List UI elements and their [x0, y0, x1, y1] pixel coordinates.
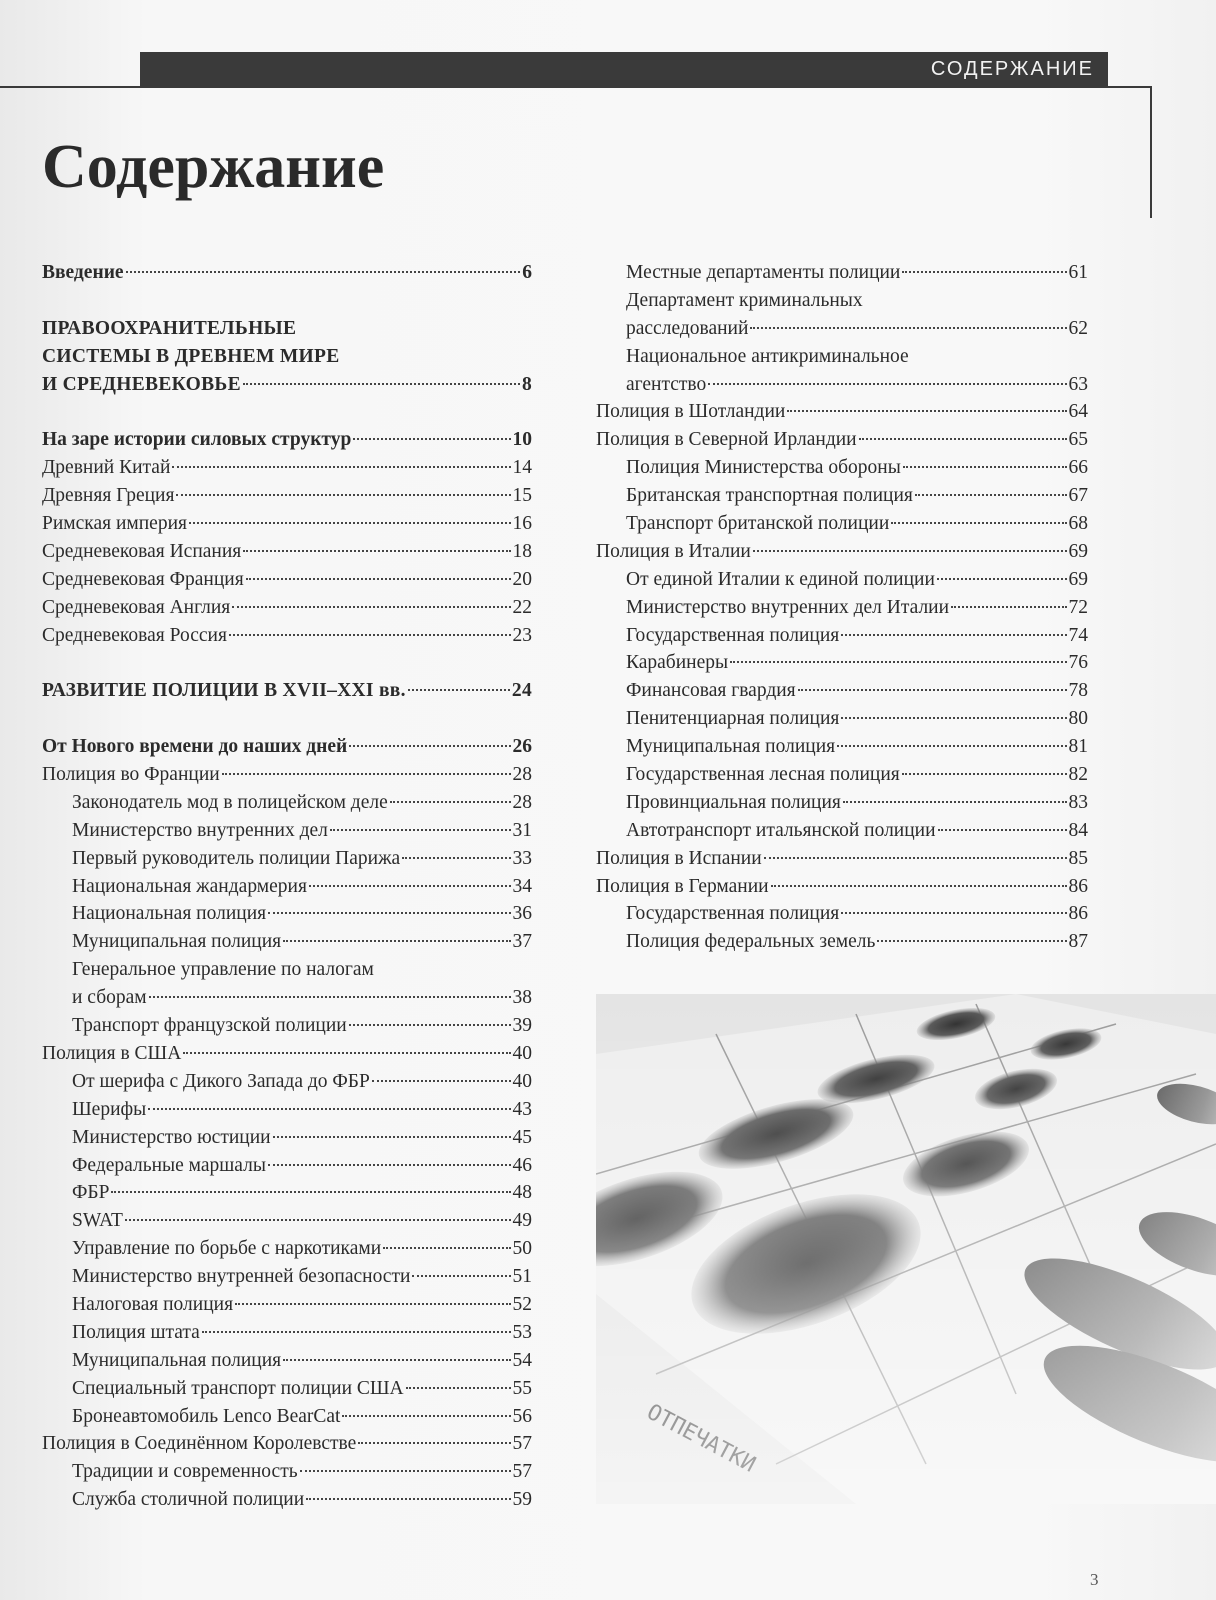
toc-entry [42, 1486, 532, 1514]
toc-entry-title: Финансовая гвардия [626, 680, 796, 702]
toc-entry-page: 24 [511, 680, 532, 702]
toc-entry-title: Шерифы [72, 1098, 147, 1120]
toc-entry-page: 61 [1068, 262, 1088, 283]
toc-entry [596, 426, 1088, 454]
toc-entry-title: Государственная полиция [626, 903, 840, 925]
toc-leader-dots [149, 996, 511, 998]
toc-entry [42, 845, 532, 873]
toc-leader-dots [126, 271, 521, 273]
toc-entry [42, 594, 532, 622]
fingerprint-photo-icon [596, 994, 1216, 1504]
toc-entry-title: Полиция штата [72, 1321, 200, 1343]
toc-entry-page: 49 [512, 1210, 532, 1232]
toc-entry-page: 87 [1068, 931, 1088, 953]
toc-leader-dots [383, 1247, 510, 1249]
toc-leader-dots [172, 466, 510, 468]
toc-entry-title: Древний Китай [42, 457, 171, 479]
toc-entry-title: Муниципальная полиция [72, 1349, 282, 1371]
toc-entry-title: СИСТЕМЫ В ДРЕВНЕМ МИРЕ [42, 345, 340, 367]
toc-leader-dots [283, 1359, 510, 1361]
toc-entry-title: Древняя Греция [42, 485, 175, 507]
toc-entry-title: Государственная лесная полиция [626, 764, 900, 786]
toc-entry-page: 63 [1068, 373, 1088, 395]
page-number: 3 [1090, 1570, 1099, 1589]
toc-entry-page: 52 [512, 1293, 532, 1315]
toc-entry-title: Пенитенциарная полиция [626, 708, 840, 730]
toc-entry [42, 315, 532, 343]
toc-entry-title: Традиции и современность [72, 1461, 298, 1483]
toc-entry [42, 259, 532, 287]
toc-entry-title: Карабинеры [626, 652, 729, 674]
toc-leader-dots [243, 550, 510, 552]
toc-entry-title: Полиция в США [42, 1042, 182, 1064]
toc-entry-page: 68 [1068, 513, 1088, 535]
toc-entry [596, 649, 1088, 677]
toc-entry [596, 622, 1088, 650]
toc-leader-dots [406, 1387, 511, 1389]
toc-entry-page: 14 [512, 457, 532, 479]
toc-entry [42, 789, 532, 817]
header-rule-horizontal [0, 86, 1152, 88]
toc-entry-page: 51 [512, 1266, 532, 1288]
toc-entry [596, 371, 1088, 399]
toc-entry-page: 86 [1068, 875, 1088, 897]
toc-entry-page: 64 [1068, 401, 1088, 423]
toc-entry-page: 69 [1068, 540, 1088, 562]
toc-entry [596, 259, 1088, 287]
toc-leader-dots [349, 1024, 511, 1026]
toc-entry-title: Местные департаменты полиции [626, 262, 901, 283]
toc-column-right [596, 259, 1088, 956]
toc-leader-dots [841, 717, 1066, 719]
toc-entry [596, 315, 1088, 343]
toc-leader-dots [902, 773, 1067, 775]
toc-entry [42, 1235, 532, 1263]
toc-entry-page: 26 [512, 736, 532, 758]
toc-entry [42, 1096, 532, 1124]
toc-entry-page: 86 [1068, 903, 1088, 925]
toc-leader-dots [837, 745, 1066, 747]
toc-entry [42, 1263, 532, 1291]
toc-leader-dots [750, 327, 1066, 329]
toc-entry [42, 984, 532, 1012]
toc-entry-page: 66 [1068, 457, 1088, 479]
toc-entry-title: Бронеавтомобиль Lenco BearCat [72, 1405, 341, 1427]
toc-leader-dots [859, 438, 1067, 440]
toc-entry-title: И СРЕДНЕВЕКОВЬЕ [42, 373, 241, 395]
toc-entry [42, 538, 532, 566]
toc-leader-dots [402, 857, 510, 859]
toc-entry-page: 37 [512, 931, 532, 953]
toc-column-left [42, 259, 532, 1514]
toc-entry-page: 10 [512, 429, 532, 451]
toc-entry-title: От единой Италии к единой полиции [626, 568, 935, 590]
toc-entry-title: Полиция во Франции [42, 764, 220, 786]
toc-leader-dots [764, 857, 1067, 859]
toc-leader-dots [268, 912, 510, 914]
toc-entry-page: 46 [512, 1154, 532, 1176]
toc-leader-dots [951, 606, 1066, 608]
toc-leader-dots [915, 494, 1067, 496]
toc-entry-page: 57 [512, 1433, 532, 1455]
toc-leader-dots [891, 522, 1066, 524]
toc-entry-page: 43 [512, 1098, 532, 1120]
toc-entry-title: Министерство внутренних дел [72, 819, 328, 841]
toc-entry [42, 371, 532, 399]
toc-entry [42, 1347, 532, 1375]
toc-entry-title: Полиция в Германии [596, 875, 769, 897]
toc-entry-title: Налоговая полиция [72, 1293, 234, 1315]
toc-entry [42, 622, 532, 650]
toc-leader-dots [730, 661, 1066, 663]
toc-leader-dots [111, 1191, 510, 1193]
toc-leader-dots [189, 522, 511, 524]
toc-entry-title: Римская империя [42, 513, 187, 535]
toc-entry-title: Муниципальная полиция [626, 736, 836, 758]
toc-entry-page: 39 [512, 1015, 532, 1037]
toc-entry-title: агентство [626, 373, 707, 395]
toc-entry-title: ПРАВООХРАНИТЕЛЬНЫЕ [42, 317, 297, 339]
toc-entry-title: Законодатель мод в полицейском деле [72, 791, 388, 813]
toc-entry-title: Средневековая Англия [42, 596, 231, 618]
toc-entry [596, 538, 1088, 566]
toc-leader-dots [202, 1331, 511, 1333]
toc-leader-dots [176, 494, 510, 496]
toc-entry-title: ФБР [72, 1182, 110, 1204]
toc-entry-title: Департамент криминальных [626, 289, 863, 311]
toc-leader-dots [787, 410, 1066, 412]
toc-leader-dots [798, 689, 1067, 691]
toc-entry-title: Транспорт британской полиции [626, 513, 890, 535]
toc-leader-dots [841, 912, 1066, 914]
toc-entry-title: Министерство юстиции [72, 1126, 271, 1148]
toc-entry-title: Средневековая Франция [42, 568, 244, 590]
toc-entry-title: Служба столичной полиции [72, 1489, 305, 1511]
page-title: Содержание [42, 133, 385, 201]
toc-entry-page: 23 [512, 624, 532, 646]
toc-entry-title: Специальный транспорт полиции США [72, 1377, 404, 1399]
toc-leader-dots [268, 1164, 511, 1166]
toc-leader-dots [372, 1080, 511, 1082]
toc-entry-title: Автотранспорт итальянской полиции [626, 819, 936, 841]
toc-leader-dots [243, 383, 520, 385]
toc-entry-page: 67 [1068, 485, 1088, 507]
toc-entry-title: Первый руководитель полиции Парижа [72, 847, 401, 869]
toc-entry-title: Федеральные маршалы [72, 1154, 266, 1176]
toc-entry-page: 16 [512, 513, 532, 535]
toc-entry-page: 50 [512, 1238, 532, 1260]
toc-entry [42, 566, 532, 594]
toc-entry-page: 22 [512, 596, 532, 618]
toc-entry-page: 28 [512, 764, 532, 786]
toc-entry [42, 510, 532, 538]
toc-leader-dots [148, 1108, 510, 1110]
toc-entry-title: Полиция в Шотландии [596, 401, 786, 423]
toc-entry-title: Национальная жандармерия [72, 875, 307, 897]
toc-entry [42, 1291, 532, 1319]
toc-entry-page: 81 [1068, 736, 1088, 758]
toc-entry [42, 454, 532, 482]
toc-entry [42, 956, 532, 984]
toc-leader-dots [246, 578, 511, 580]
toc-leader-dots [222, 773, 511, 775]
toc-leader-dots [353, 438, 510, 440]
toc-entry [596, 677, 1088, 705]
toc-leader-dots [412, 1275, 510, 1277]
toc-entry-page: 54 [512, 1349, 532, 1371]
toc-entry [42, 482, 532, 510]
toc-entry-page: 15 [512, 485, 532, 507]
toc-entry-page: 78 [1068, 680, 1088, 702]
toc-entry-title: Полиция в Испании [596, 847, 762, 869]
toc-entry [42, 1458, 532, 1486]
toc-entry-title: Полиция федеральных земель [626, 931, 876, 953]
toc-entry [42, 343, 532, 371]
toc-leader-dots [903, 466, 1067, 468]
toc-entry-title: Генеральное управление по налогам [72, 959, 374, 981]
toc-entry [42, 733, 532, 761]
toc-entry-title: От шерифа с Дикого Запада до ФБР [72, 1070, 370, 1092]
toc-entry-title: От Нового времени до наших дней [42, 736, 348, 758]
toc-entry-title: Средневековая Испания [42, 540, 242, 562]
toc-leader-dots [938, 829, 1067, 831]
toc-entry-title: Министерство внутренних дел Италии [626, 596, 950, 618]
toc-leader-dots [330, 829, 511, 831]
toc-leader-dots [306, 1498, 510, 1500]
toc-entry-page: 55 [512, 1377, 532, 1399]
toc-entry-page: 48 [512, 1182, 532, 1204]
toc-entry [596, 761, 1088, 789]
toc-entry [596, 566, 1088, 594]
toc-entry-title: Национальное антикриминальное [626, 345, 909, 367]
toc-leader-dots [342, 1415, 510, 1417]
toc-entry-page: 38 [512, 987, 532, 1009]
toc-leader-dots [349, 745, 510, 747]
toc-leader-dots [843, 801, 1067, 803]
toc-entry-page: 31 [512, 819, 532, 841]
toc-entry-title: Государственная полиция [626, 624, 840, 646]
toc-entry-title: Полиция в Италии [596, 540, 751, 562]
toc-leader-dots [771, 885, 1067, 887]
toc-entry-page: 40 [512, 1070, 532, 1092]
toc-entry [42, 761, 532, 789]
toc-entry-page: 40 [512, 1042, 532, 1064]
toc-entry-page: 59 [512, 1489, 532, 1511]
toc-entry [596, 928, 1088, 956]
toc-entry [42, 817, 532, 845]
toc-leader-dots [902, 271, 1066, 273]
toc-entry-page: 84 [1068, 819, 1088, 841]
toc-entry [42, 426, 532, 454]
toc-entry-page: 83 [1068, 791, 1088, 813]
toc-entry-title: Полиция в Соединённом Королевстве [42, 1433, 357, 1455]
toc-leader-dots [841, 634, 1066, 636]
toc-entry-title: Полиция Министерства обороны [626, 457, 901, 479]
toc-entry-page: 74 [1068, 624, 1088, 646]
toc-leader-dots [708, 383, 1066, 385]
toc-entry [596, 845, 1088, 873]
toc-entry-title: Национальная полиция [72, 903, 267, 925]
toc-entry-page: 8 [521, 373, 532, 395]
toc-leader-dots [309, 885, 511, 887]
toc-entry-page: 18 [512, 540, 532, 562]
toc-entry [596, 873, 1088, 901]
toc-entry-title: Введение [42, 262, 124, 283]
toc-entry [42, 1403, 532, 1431]
toc-entry-title: Министерство внутренней безопасности [72, 1266, 411, 1288]
toc-entry [42, 1152, 532, 1180]
section-header-bar [140, 52, 1108, 88]
toc-entry-title: и сборам [72, 987, 147, 1009]
toc-entry [42, 1124, 532, 1152]
toc-entry-page: 56 [512, 1405, 532, 1427]
toc-entry-page: 69 [1068, 568, 1088, 590]
toc-entry-title: SWAT [72, 1210, 123, 1232]
toc-entry [596, 705, 1088, 733]
toc-entry [596, 594, 1088, 622]
toc-entry [596, 510, 1088, 538]
toc-entry-page: 6 [522, 262, 532, 283]
toc-entry [42, 1375, 532, 1403]
toc-entry [42, 1430, 532, 1458]
toc-entry-page: 76 [1068, 652, 1088, 674]
toc-entry [42, 1068, 532, 1096]
toc-entry-page: 82 [1068, 764, 1088, 786]
toc-entry [596, 733, 1088, 761]
toc-entry-title: На заре истории силовых структур [42, 429, 352, 451]
toc-entry [42, 1207, 532, 1235]
toc-entry [596, 454, 1088, 482]
toc-entry-page: 65 [1068, 429, 1088, 451]
toc-entry-page: 57 [512, 1461, 532, 1483]
toc-leader-dots [125, 1219, 511, 1221]
toc-leader-dots [358, 1442, 510, 1444]
toc-entry [42, 1012, 532, 1040]
toc-entry [42, 1319, 532, 1347]
toc-leader-dots [183, 1052, 510, 1054]
toc-entry [42, 1179, 532, 1207]
toc-entry-page: 72 [1068, 596, 1088, 618]
toc-entry-page: 53 [512, 1321, 532, 1343]
toc-entry [596, 287, 1088, 315]
toc-entry [596, 398, 1088, 426]
toc-leader-dots [235, 1303, 510, 1305]
toc-leader-dots [229, 634, 511, 636]
toc-entry-title: расследований [626, 317, 749, 339]
toc-leader-dots [273, 1136, 511, 1138]
section-label: СОДЕРЖАНИЕ [930, 58, 1094, 80]
toc-entry-page: 80 [1068, 708, 1088, 730]
fingerprint-card-photo [596, 994, 1216, 1504]
toc-entry [42, 928, 532, 956]
toc-entry [42, 1040, 532, 1068]
toc-entry [596, 343, 1088, 371]
toc-entry-page: 33 [512, 847, 532, 869]
toc-entry-title: Средневековая Россия [42, 624, 227, 646]
toc-entry [42, 900, 532, 928]
toc-entry-title: Провинциальная полиция [626, 791, 841, 813]
toc-entry-page: 62 [1068, 317, 1088, 339]
toc-entry [596, 482, 1088, 510]
toc-entry [42, 677, 532, 705]
toc-entry-title: Транспорт французской полиции [72, 1015, 347, 1037]
toc-entry [596, 789, 1088, 817]
toc-entry-page: 36 [512, 903, 532, 925]
toc-entry-title: Управление по борьбе с наркотиками [72, 1238, 382, 1260]
toc-leader-dots [390, 801, 511, 803]
toc-leader-dots [937, 578, 1067, 580]
toc-entry-page: 34 [512, 875, 532, 897]
toc-entry-page: 28 [512, 791, 532, 813]
header-rule-vertical [1150, 86, 1152, 218]
toc-entry-title: РАЗВИТИЕ ПОЛИЦИИ В XVII–XXI вв. [42, 680, 406, 702]
toc-entry [596, 900, 1088, 928]
toc-leader-dots [753, 550, 1067, 552]
toc-entry-page: 85 [1068, 847, 1088, 869]
toc-entry-title: Полиция в Северной Ирландии [596, 429, 857, 451]
toc-leader-dots [877, 940, 1066, 942]
toc-entry-page: 20 [512, 568, 532, 590]
toc-leader-dots [408, 689, 510, 691]
toc-entry [42, 873, 532, 901]
toc-entry [596, 817, 1088, 845]
toc-entry-title: Британская транспортная полиция [626, 485, 913, 507]
toc-entry-page: 45 [512, 1126, 532, 1148]
toc-leader-dots [283, 940, 510, 942]
toc-entry-title: Муниципальная полиция [72, 931, 282, 953]
toc-leader-dots [232, 606, 510, 608]
toc-leader-dots [300, 1470, 511, 1472]
